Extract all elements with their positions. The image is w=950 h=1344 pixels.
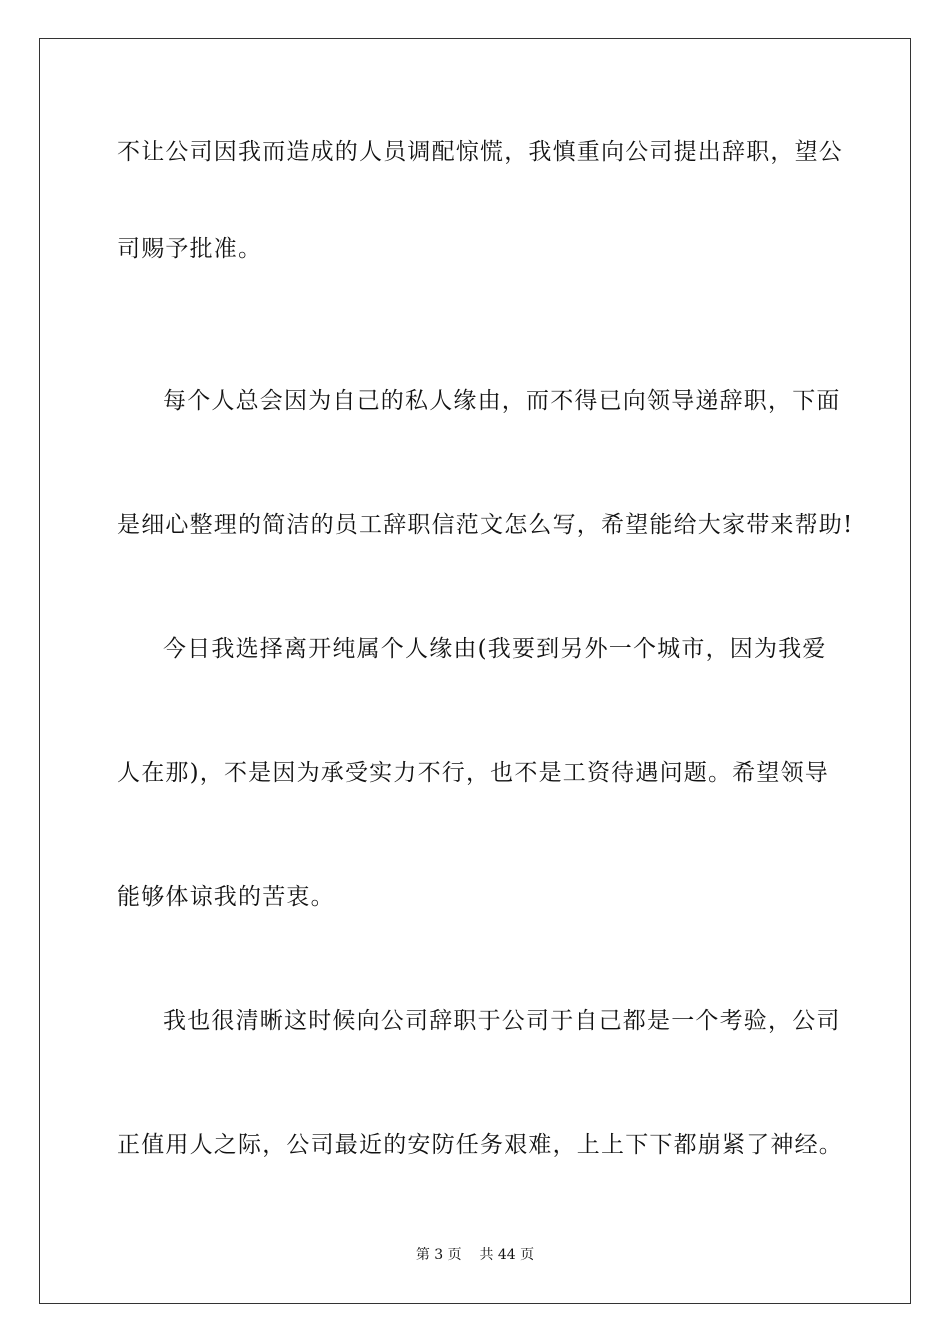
page-border (39, 38, 911, 1304)
body-line-4: 是细心整理的简洁的员工辞职信范文怎么写，希望能给大家带来帮助! (117, 512, 854, 538)
body-line-8: 我也很清晰这时候向公司辞职于公司于自己都是一个考验，公司 (163, 1008, 841, 1034)
page-footer (0, 1244, 950, 1264)
body-line-2: 司赐予批准。 (117, 236, 263, 262)
body-line-6: 人在那)，不是因为承受实力不行，也不是工资待遇问题。希望领导 (117, 760, 829, 786)
body-line-5: 今日我选择离开纯属个人缘由(我要到另外一个城市，因为我爱 (163, 636, 827, 662)
body-line-3: 每个人总会因为自己的私人缘由，而不得已向领导递辞职，下面 (163, 388, 841, 414)
body-line-7: 能够体谅我的苦衷。 (117, 884, 335, 910)
page-number: 第 3 页 (415, 1247, 462, 1263)
page-total: 共 44 页 (479, 1247, 535, 1263)
body-line-9: 正值用人之际，公司最近的安防任务艰难，上上下下都崩紧了神经。 (117, 1132, 843, 1158)
body-line-1: 不让公司因我而造成的人员调配惊慌，我慎重向公司提出辞职，望公 (117, 139, 843, 165)
